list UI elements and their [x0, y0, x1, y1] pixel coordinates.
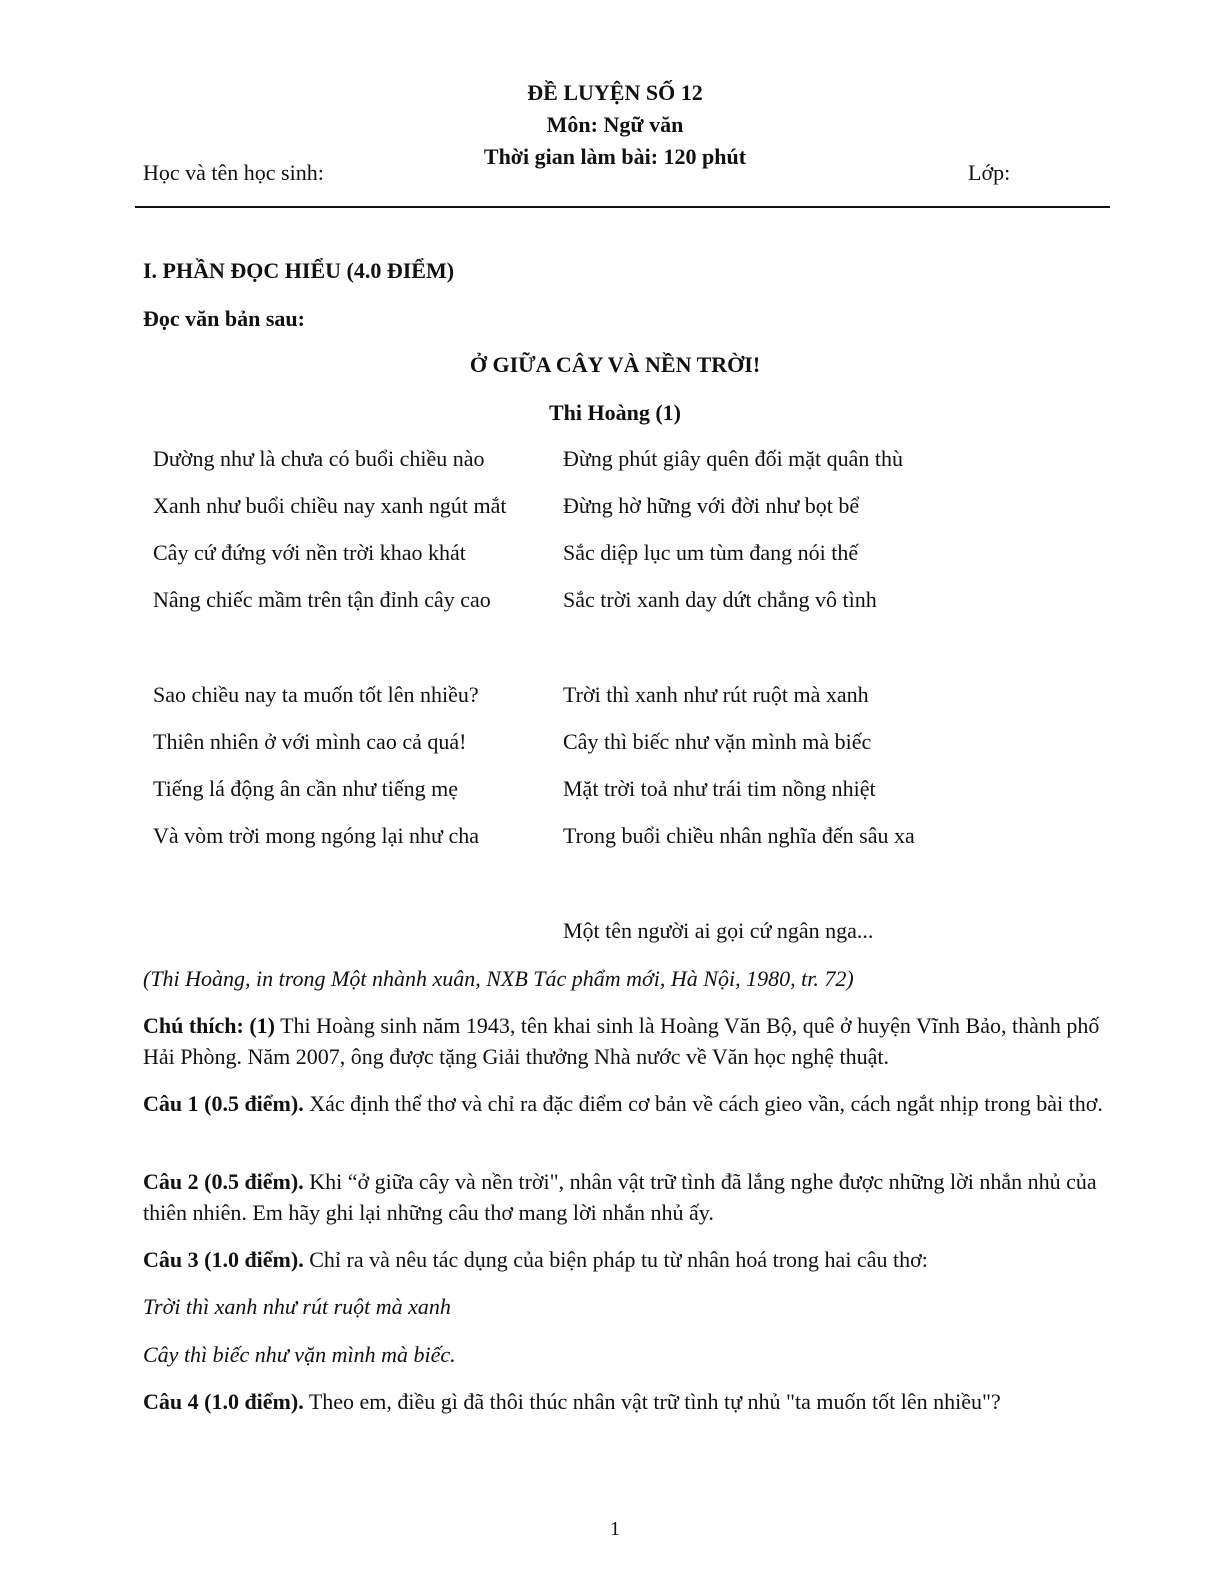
question-1 — [143, 1088, 1103, 1119]
question-label: Câu 3 (1.0 điểm). — [143, 1247, 304, 1272]
header-divider — [135, 206, 1110, 208]
exam-title: ĐỀ LUYỆN SỐ 12 — [527, 80, 703, 105]
question-text: Chỉ ra và nêu tác dụng của biện pháp tu từ nhân hoá trong hai câu thơ: — [303, 1247, 928, 1272]
student-name-label: Học và tên học sinh: — [143, 160, 324, 185]
class-label: Lớp: — [968, 160, 1011, 185]
question-4 — [143, 1386, 1103, 1417]
question-text: Theo em, điều gì đã thôi thúc nhân vật trữ tình tự nhủ "ta muốn tốt lên nhiều"? — [303, 1389, 1001, 1414]
stanza-gap — [153, 634, 506, 682]
poem-line: Một tên người ai gọi cứ ngân nga... — [563, 918, 874, 943]
footnote-text: Thi Hoàng sinh năm 1943, tên khai sinh là Hoàng Văn Bộ, quê ở huyện Vĩnh Bảo, thành phố Hải Phòng. Năm 2007, ông được tặng Giải thưởng Nhà nước về Văn học nghệ thuật. — [143, 1013, 1100, 1069]
question-3 — [143, 1244, 1103, 1275]
poem-line: Mặt trời toả như trái tim nồng nhiệt — [563, 776, 876, 801]
poem-line: Trong buổi chiều nhân nghĩa đến sâu xa — [563, 823, 915, 848]
poem-title: Ở GIỮA CÂY VÀ NỀN TRỜI! — [469, 352, 761, 377]
page-number: 1 — [610, 1518, 620, 1540]
exam-subject: Môn: Ngữ văn — [546, 112, 684, 137]
quoted-line: Cây thì biếc như vặn mình mà biếc. — [143, 1342, 456, 1367]
question-2 — [143, 1166, 1103, 1228]
footnote — [143, 1010, 1103, 1072]
poem-line: Sắc trời xanh day dứt chẳng vô tình — [563, 587, 877, 612]
exam-time: Thời gian làm bài: 120 phút — [483, 144, 747, 169]
poem-line: Dường như là chưa có buổi chiều nào — [153, 446, 485, 471]
section-heading: I. PHẦN ĐỌC HIỂU (4.0 ĐIỂM) — [143, 258, 455, 283]
stanza-gap — [563, 870, 915, 918]
poem-line: Xanh như buổi chiều nay xanh ngút mắt — [153, 493, 507, 518]
poem-author: Thi Hoàng (1) — [548, 400, 682, 425]
poem-right-column — [563, 446, 915, 965]
poem-line: Và vòm trời mong ngóng lại như cha — [153, 823, 480, 848]
poem-line: Đừng phút giây quên đối mặt quân thù — [563, 446, 904, 471]
poem-line: Trời thì xanh như rút ruột mà xanh — [563, 682, 869, 707]
poem-line: Sắc diệp lục um tùm đang nói thế — [563, 540, 859, 565]
poem-line: Cây thì biếc như vặn mình mà biếc — [563, 729, 872, 754]
quoted-line: Trời thì xanh như rút ruột mà xanh — [143, 1294, 451, 1319]
question-text: Xác định thể thơ và chỉ ra đặc điểm cơ bản về cách gieo vần, cách ngắt nhịp trong bài thơ. — [303, 1091, 1103, 1116]
footnote-label: Chú thích: (1) — [143, 1013, 276, 1038]
poem-source: (Thi Hoàng, in trong Một nhành xuân, NXB Tác phẩm mới, Hà Nội, 1980, tr. 72) — [143, 966, 854, 991]
poem-line: Đừng hờ hững với đời như bọt bể — [563, 493, 860, 518]
question-label: Câu 4 (1.0 điểm). — [143, 1389, 304, 1414]
poem-line: Cây cứ đứng với nền trời khao khát — [153, 540, 466, 565]
question-text: Khi “ở giữa cây và nền trời", nhân vật trữ tình đã lắng nghe được những lời nhắn nhủ của thiên nhiên. Em hãy ghi lại những câu thơ mang lời nhắn nhủ ấy. — [143, 1169, 1097, 1225]
poem-line: Nâng chiếc mầm trên tận đỉnh cây cao — [153, 587, 491, 612]
poem-line: Tiếng lá động ân cần như tiếng mẹ — [153, 776, 459, 801]
question-label: Câu 2 (0.5 điểm). — [143, 1169, 304, 1194]
question-label: Câu 1 (0.5 điểm). — [143, 1091, 304, 1116]
poem-line: Sao chiều nay ta muốn tốt lên nhiều? — [153, 682, 479, 707]
poem-left-column — [153, 446, 506, 870]
read-instruction: Đọc văn bản sau: — [143, 306, 305, 331]
poem-line: Thiên nhiên ở với mình cao cả quá! — [153, 729, 467, 754]
stanza-gap — [563, 634, 915, 682]
